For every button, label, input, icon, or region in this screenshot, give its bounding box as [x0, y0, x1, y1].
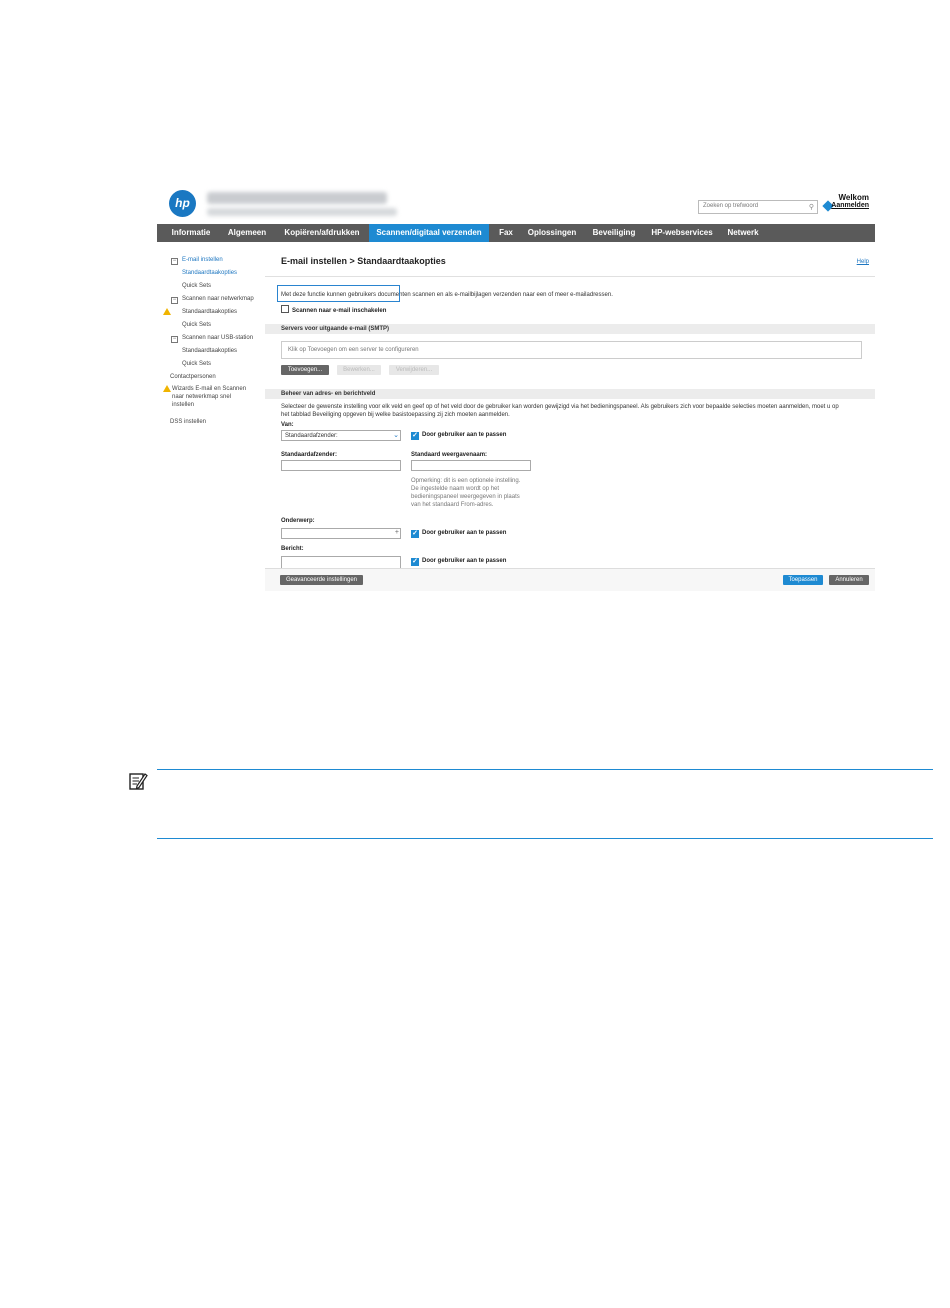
add-button[interactable]: Toevoegen... — [281, 365, 329, 375]
sidebar-item-wizards-line2: naar netwerkmap snel — [172, 394, 232, 400]
tab-algemeen[interactable]: Algemeen — [227, 228, 267, 237]
ews-header — [157, 180, 875, 224]
magnifier-icon[interactable]: ⚲ — [808, 204, 814, 211]
sidebar-item-quick-sets-usb[interactable]: Quick Sets — [182, 361, 212, 367]
collapse-icon[interactable]: − — [172, 258, 177, 264]
ews-screenshot — [157, 180, 875, 591]
warning-icon — [163, 308, 171, 315]
search-input[interactable] — [698, 200, 818, 214]
sign-in-link[interactable]: Aanmelden — [831, 202, 869, 209]
tab-beveiliging[interactable]: Beveiliging — [592, 228, 636, 237]
tab-hp-webservices[interactable]: HP-webservices — [651, 228, 713, 237]
sidebar-item-scannen-naar-usb[interactable]: − Scannen naar USB-station — [172, 335, 254, 342]
hp-logo: hp — [169, 190, 196, 217]
note-pad-icon — [128, 771, 148, 791]
checkbox-unchecked[interactable] — [281, 305, 289, 313]
smtp-section-header: Servers voor uitgaande e-mail (SMTP) — [265, 324, 875, 334]
message-label: Bericht: — [281, 546, 304, 552]
cancel-button[interactable]: Annuleren — [829, 575, 869, 585]
note-line-2: De ingestelde naam wordt op het — [411, 486, 500, 492]
note-top-rule — [157, 769, 933, 770]
page-title: E-mail instellen > Standaardtaakopties — [281, 256, 446, 266]
footer-bar — [265, 568, 875, 591]
help-link[interactable]: Help — [856, 259, 869, 265]
subject-editable-checkbox[interactable]: ✓ Door gebruiker aan te passen — [412, 530, 507, 537]
sidebar-item-scannen-naar-netwerkmap[interactable]: − Scannen naar netwerkmap — [172, 296, 254, 303]
plus-icon[interactable]: + — [394, 529, 399, 536]
address-desc-line2: het tabblad Beveiliging opgeven bij welke basistoepassing zij zich moeten aanmelden. — [281, 412, 510, 418]
sidebar-item-dss-instellen[interactable]: DSS instellen — [170, 419, 207, 425]
edit-button[interactable]: Bewerken... — [337, 365, 381, 375]
default-display-name-label: Standaard weergavenaam: — [411, 452, 488, 458]
subject-label: Onderwerp: — [281, 518, 315, 524]
tab-netwerk[interactable]: Netwerk — [727, 228, 759, 237]
sidebar-item-quick-sets-email[interactable]: Quick Sets — [182, 283, 212, 289]
tab-kopieren-afdrukken[interactable]: Kopiëren/afdrukken — [284, 228, 360, 237]
search-placeholder: Zoeken op trefwoord — [703, 203, 759, 209]
address-section-header: Beheer van adres- en berichtveld — [265, 389, 875, 399]
remove-button[interactable]: Verwijderen... — [389, 365, 439, 375]
checkbox-checked[interactable]: ✓ — [412, 558, 418, 565]
sidebar-item-standaardtaakopties-email[interactable]: Standaardtaakopties — [182, 270, 238, 276]
intro-text: Met deze functie kunnen gebruikers documenten scannen en als e-mailbijlagen verzenden naar een of meer e-mailadressen. — [281, 292, 613, 298]
from-dropdown[interactable]: Standaardafzender: ⌄ — [281, 430, 401, 441]
chevron-down-icon[interactable]: ⌄ — [393, 432, 399, 439]
sidebar — [157, 242, 257, 591]
tab-fax[interactable]: Fax — [499, 228, 513, 237]
checkbox-checked[interactable]: ✓ — [412, 432, 418, 439]
from-label: Van: — [281, 422, 294, 428]
collapse-icon[interactable]: − — [172, 297, 177, 303]
checkbox-checked[interactable]: ✓ — [412, 530, 418, 537]
highlight-frame — [277, 285, 400, 302]
main-nav — [157, 224, 875, 242]
default-display-name-input[interactable] — [411, 460, 531, 471]
sidebar-item-quick-sets-netwerkmap[interactable]: Quick Sets — [182, 322, 212, 328]
default-sender-input[interactable] — [281, 460, 401, 471]
subject-input[interactable] — [281, 528, 401, 539]
enable-scan-to-email-checkbox[interactable]: Scannen naar e-mail inschakelen — [281, 305, 386, 314]
tab-informatie[interactable]: Informatie — [171, 228, 211, 237]
main-content — [265, 242, 875, 591]
warning-icon — [163, 385, 171, 392]
note-bottom-rule — [157, 838, 933, 839]
collapse-icon[interactable]: − — [172, 336, 177, 342]
note-line-1: Opmerking: dit is een optionele instelling. — [411, 478, 521, 484]
apply-button[interactable]: Toepassen — [783, 575, 823, 585]
message-editable-checkbox[interactable]: ✓ Door gebruiker aan te passen — [412, 558, 507, 565]
address-desc-line1: Selecteer de gewenste instelling voor elk veld en geef op of het veld door de gebruiker kan worden gewijzigd via het bedieningspaneel. Als gebruikers zich voor bepaalde selecties moeten aanmelden, moet u op — [281, 404, 839, 410]
sidebar-item-standaardtaakopties-netwerkmap[interactable]: Standaardtaakopties — [182, 309, 238, 315]
default-sender-label: Standaardafzender: — [281, 452, 338, 458]
blurred-printer-model — [207, 208, 397, 216]
sidebar-item-standaardtaakopties-usb[interactable]: Standaardtaakopties — [182, 348, 238, 354]
note-line-4: van het standaard From-adres. — [411, 502, 494, 508]
smtp-server-list[interactable]: Klik op Toevoegen om een server te configureren — [281, 341, 862, 359]
from-editable-checkbox[interactable]: ✓ Door gebruiker aan te passen — [412, 432, 507, 439]
blurred-printer-name — [207, 192, 387, 204]
advanced-settings-button[interactable]: Geavanceerde instellingen — [280, 575, 363, 585]
note-line-3: bedieningspaneel weergegeven in plaats — [411, 494, 520, 500]
sidebar-item-wizards[interactable]: Wizards E-mail en Scannen — [172, 386, 247, 392]
welcome-text: Welkom — [838, 193, 869, 202]
divider — [265, 276, 875, 277]
tab-oplossingen[interactable]: Oplossingen — [527, 228, 577, 237]
sidebar-item-email-instellen[interactable]: − E-mail instellen — [172, 257, 223, 264]
sidebar-item-contactpersonen[interactable]: Contactpersonen — [170, 374, 216, 380]
sidebar-item-wizards-line3: instellen — [172, 402, 195, 408]
tab-scannen-digitaal-verzenden[interactable]: Scannen/digitaal verzenden — [369, 224, 489, 242]
